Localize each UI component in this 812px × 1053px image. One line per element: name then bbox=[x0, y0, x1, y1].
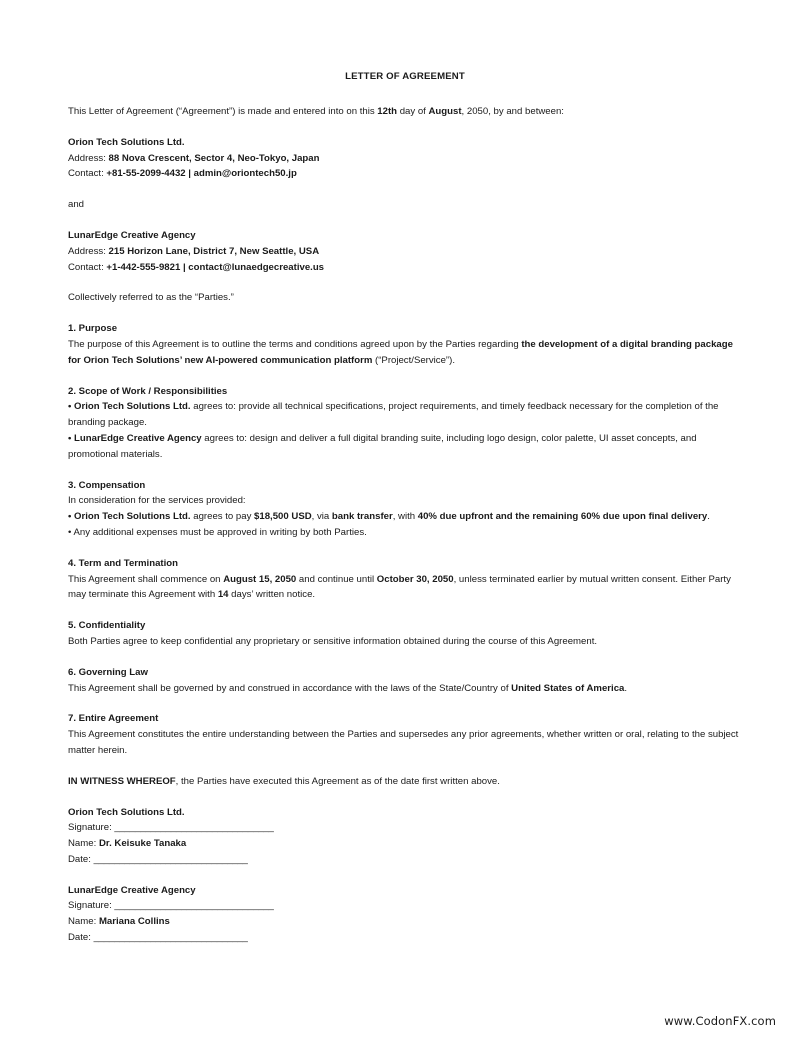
purpose-text-part1: The purpose of this Agreement is to outline the terms and conditions agreed upon by the Parties regarding bbox=[68, 338, 522, 350]
party-one-address-label: Address: bbox=[68, 152, 109, 164]
document-body bbox=[68, 70, 742, 946]
party-one-contact bbox=[68, 166, 742, 182]
compensation-bullet-payment bbox=[68, 509, 742, 525]
date-label-lunaredge: Date: bbox=[68, 932, 94, 944]
section-heading-confidentiality: 5. Confidentiality bbox=[68, 620, 146, 632]
party-one-name: Orion Tech Solutions Ltd. bbox=[68, 136, 185, 148]
date-blank-orion[interactable]: ______________________________ bbox=[93, 853, 248, 865]
name-value-orion: Dr. Keisuke Tanaka bbox=[98, 838, 187, 850]
signature-line-lunaredge bbox=[68, 898, 742, 914]
term-start-date: August 15, 2050 bbox=[223, 573, 297, 585]
signature-blank-orion[interactable]: _______________________________ bbox=[114, 822, 274, 834]
term-notice-days: 14 bbox=[217, 589, 229, 601]
compensation-schedule: 40% due upfront and the remaining 60% due upon final delivery bbox=[417, 511, 708, 523]
section-body-entire-agreement: This Agreement constitutes the entire understanding between the Parties and supersedes any prior agreements, whether written or oral, relating to the subject matter herein. bbox=[68, 729, 739, 756]
governing-law-text-part2: . bbox=[624, 682, 628, 694]
compensation-text-d: . bbox=[707, 511, 710, 523]
name-label-lunaredge: Name: bbox=[68, 916, 99, 928]
signature-party-name-lunaredge: LunarEdge Creative Agency bbox=[68, 884, 196, 896]
party-two-contact bbox=[68, 260, 742, 276]
section-heading-governing-law: 6. Governing Law bbox=[68, 666, 148, 678]
section-body-term bbox=[68, 572, 742, 604]
compensation-bullet-expenses: • Any additional expenses must be approved in writing by both Parties. bbox=[68, 526, 367, 538]
signature-line-orion bbox=[68, 820, 742, 836]
compensation-intro: In consideration for the services provided: bbox=[68, 495, 246, 507]
signature-blank-lunaredge[interactable]: _______________________________ bbox=[114, 900, 274, 912]
section-heading-compensation: 3. Compensation bbox=[68, 479, 146, 491]
governing-law-text-part1: This Agreement shall be governed by and construed in accordance with the laws of the State/Country of bbox=[68, 682, 512, 694]
signature-block-lunaredge bbox=[68, 883, 742, 946]
compensation-method: bank transfer bbox=[331, 511, 393, 523]
intro-text-part2: day of bbox=[397, 106, 429, 117]
party-two-address-label: Address: bbox=[68, 245, 109, 257]
scope-bullet-lunaredge-party: • LunarEdge Creative Agency bbox=[68, 432, 202, 444]
footer-website: www.CodonFX.com bbox=[664, 1014, 776, 1028]
signature-name-orion bbox=[68, 836, 742, 852]
section-heading-scope: 2. Scope of Work / Responsibilities bbox=[68, 385, 228, 397]
party-one-contact-value: +81-55-2099-4432 | admin@oriontech50.jp bbox=[106, 168, 297, 180]
date-blank-lunaredge[interactable]: ______________________________ bbox=[93, 932, 248, 944]
scope-bullet-lunaredge bbox=[68, 431, 742, 463]
compensation-text-b: , via bbox=[311, 511, 332, 523]
intro-text-part1: This Letter of Agreement (“Agreement”) is made and entered into on this bbox=[68, 106, 378, 117]
term-text-part3: , unless terminated earlier by mutual written consent. Either Party may terminate this Agreement with bbox=[68, 573, 731, 601]
section-body-confidentiality: Both Parties agree to keep confidential any proprietary or sensitive information obtained during the course of this Agreement. bbox=[68, 635, 598, 647]
party-two-name: LunarEdge Creative Agency bbox=[68, 229, 196, 241]
term-text-part1: This Agreement shall commence on bbox=[68, 573, 224, 585]
party-one-address bbox=[68, 151, 742, 167]
witness-clause-bold: IN WITNESS WHEREOF bbox=[68, 775, 176, 787]
party-two-address bbox=[68, 244, 742, 260]
scope-bullet-orion bbox=[68, 399, 742, 431]
section-heading-entire-agreement: 7. Entire Agreement bbox=[68, 713, 159, 725]
witness-clause-text: , the Parties have executed this Agreement as of the date first written above. bbox=[175, 775, 500, 787]
signature-label-lunaredge: Signature: bbox=[68, 900, 115, 912]
section-body-governing-law bbox=[68, 681, 742, 697]
purpose-project-description: the development of a digital branding package for Orion Tech Solutions’ new AI-powered communication platform bbox=[68, 338, 733, 366]
section-body-purpose bbox=[68, 337, 742, 369]
compensation-payer: • Orion Tech Solutions Ltd. bbox=[68, 511, 191, 523]
signature-date-orion bbox=[68, 852, 742, 868]
name-value-lunaredge: Mariana Collins bbox=[98, 916, 170, 928]
term-end-date: October 30, 2050 bbox=[376, 573, 454, 585]
purpose-text-part2: (“Project/Service”). bbox=[372, 354, 455, 366]
intro-paragraph bbox=[68, 104, 742, 120]
party-two-contact-value: +1-442-555-9821 | contact@lunaedgecreative.us bbox=[106, 261, 325, 273]
signature-name-lunaredge bbox=[68, 914, 742, 930]
witness-clause bbox=[68, 774, 742, 790]
scope-bullet-lunaredge-text: agrees to: design and deliver a full digital branding suite, including logo design, color palette, UI asset concepts, and promotional materials. bbox=[68, 432, 697, 460]
intro-text-part3: , 2050, by and between: bbox=[461, 106, 564, 117]
compensation-amount: $18,500 USD bbox=[254, 511, 312, 523]
date-label-orion: Date: bbox=[68, 853, 94, 865]
scope-bullet-orion-party: • Orion Tech Solutions Ltd. bbox=[68, 401, 191, 413]
intro-month: August bbox=[428, 106, 462, 117]
intro-day: 12th bbox=[377, 106, 398, 117]
signature-block-orion bbox=[68, 805, 742, 868]
term-text-part4: days’ written notice. bbox=[228, 589, 316, 601]
section-heading-term: 4. Term and Termination bbox=[68, 557, 178, 569]
party-two-contact-label: Contact: bbox=[68, 261, 107, 273]
section-heading-purpose: 1. Purpose bbox=[68, 323, 118, 335]
name-label-orion: Name: bbox=[68, 838, 99, 850]
party-one-contact-label: Contact: bbox=[68, 168, 107, 180]
conjunction-and: and bbox=[68, 199, 85, 211]
party-one-address-value: 88 Nova Crescent, Sector 4, Neo-Tokyo, Japan bbox=[108, 152, 320, 164]
signature-party-name-orion: Orion Tech Solutions Ltd. bbox=[68, 806, 185, 818]
term-text-part2: and continue until bbox=[296, 573, 377, 585]
signature-date-lunaredge bbox=[68, 930, 742, 946]
scope-bullet-orion-text: agrees to: provide all technical specifications, project requirements, and timely feedback necessary for the completion of the branding package. bbox=[68, 401, 719, 429]
collectively-clause: Collectively referred to as the “Parties.” bbox=[68, 292, 234, 304]
governing-law-jurisdiction: United States of America bbox=[511, 682, 625, 694]
compensation-text-a: agrees to pay bbox=[190, 511, 255, 523]
party-two-address-value: 215 Horizon Lane, District 7, New Seattle, USA bbox=[108, 245, 320, 257]
compensation-text-c: , with bbox=[392, 511, 418, 523]
signature-label-orion: Signature: bbox=[68, 822, 115, 834]
document-title: LETTER OF AGREEMENT bbox=[345, 71, 465, 82]
